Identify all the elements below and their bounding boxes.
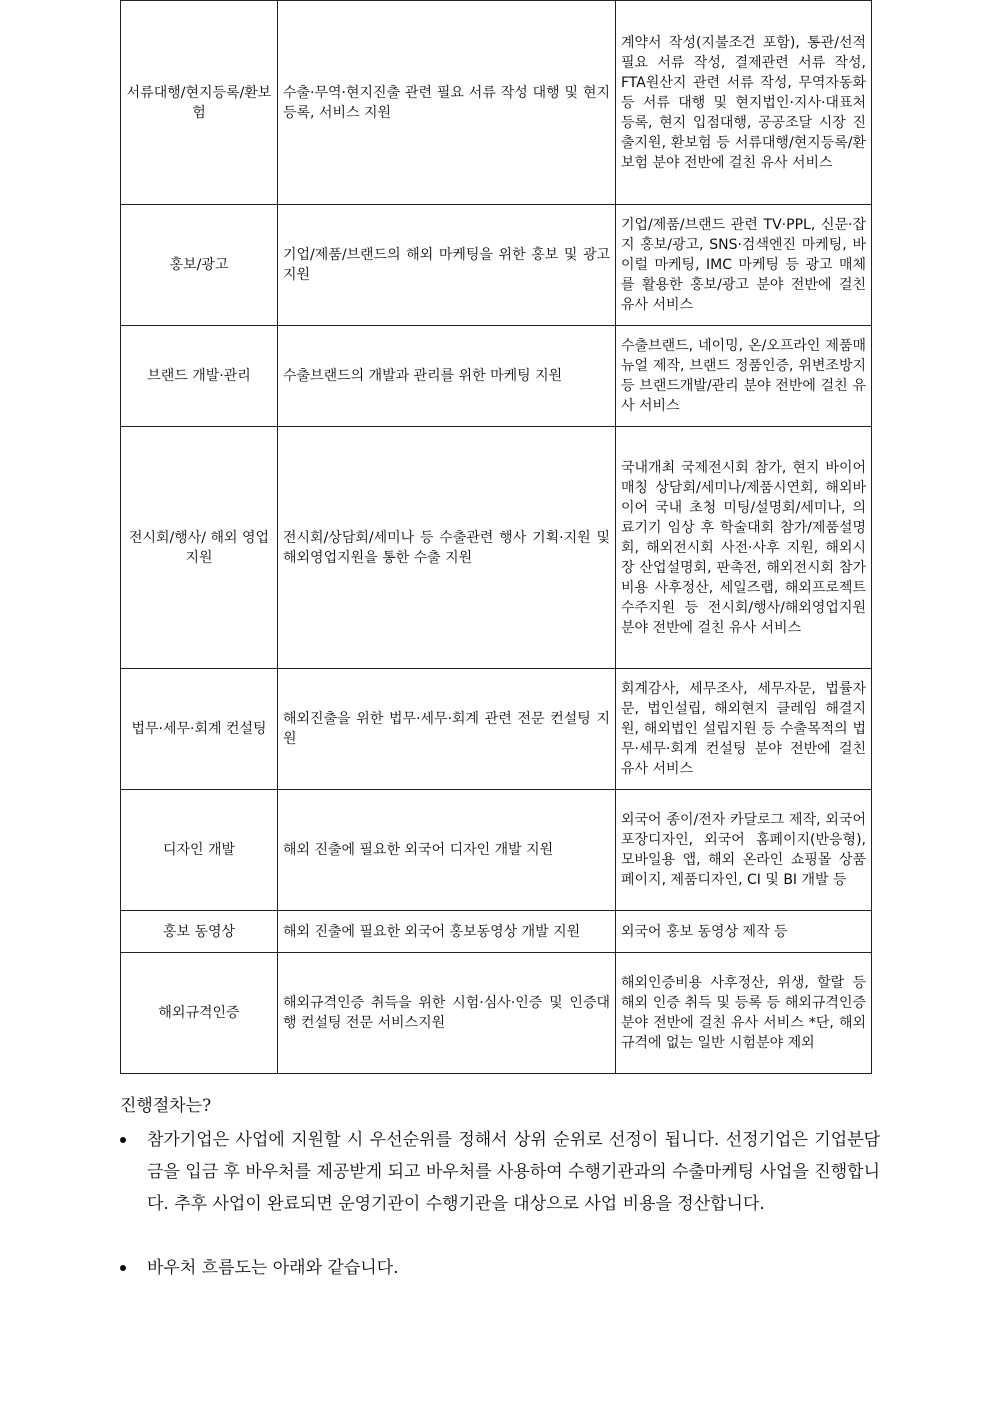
table-row	[121, 953, 872, 1074]
goal-cell: 기업/제품/브랜드의 해외 마케팅을 위한 홍보 및 광고 지원	[278, 205, 616, 326]
table-row	[121, 326, 872, 427]
detail-cell: 기업/제품/브랜드 관련 TV·PPL, 신문·잡지 홍보/광고, SNS·검색엔진 마케팅, 바이럴 마케팅, IMC 마케팅 등 광고 매체를 활용한 홍보/광고 분야 전반에 걸친 유사 서비스	[616, 205, 872, 326]
goal-cell: 해외 진출에 필요한 외국어 디자인 개발 지원	[278, 790, 616, 911]
list-item	[120, 1124, 880, 1220]
bullet-list	[120, 1124, 880, 1284]
table-row	[121, 205, 872, 326]
table-row	[121, 669, 872, 790]
table-row	[121, 427, 872, 669]
bullet-dot-icon	[120, 1265, 126, 1271]
bullet-text: 바우처 흐름도는 아래와 같습니다.	[147, 1258, 399, 1278]
goal-cell: 해외규격인증 취득을 위한 시험·심사·인증 및 인증대행 컨설팅 전문 서비스지원	[278, 953, 616, 1074]
detail-cell: 국내개최 국제전시회 참가, 현지 바이어 매칭 상담회/세미나/제품시연회, 해외바이어 국내 초청 미팅/설명회/세미나, 의료기기 임상 후 학술대회 참가/제품설명회, 해외전시회 사전·사후 지원, 해외시장 산업설명회, 판촉전, 해외전시회 참가비용 사후정산, 세일즈랩, 해외프로젝트 수주지원 등 전시회/행사/해외영업지원 분야 전반에 걸친 유사 서비스	[616, 427, 872, 669]
goal-cell: 수출·무역·현지진출 관련 필요 서류 작성 대행 및 현지 등록, 서비스 지원	[278, 1, 616, 205]
goal-cell: 해외진출을 위한 법무·세무·회계 관련 전문 컨설팅 지원	[278, 669, 616, 790]
list-item	[120, 1252, 880, 1284]
category-cell: 홍보/광고	[121, 205, 278, 326]
category-cell: 디자인 개발	[121, 790, 278, 911]
detail-cell: 외국어 홍보 동영상 제작 등	[616, 911, 872, 953]
category-cell: 서류대행/현지등록/환보험	[121, 1, 278, 205]
section-title: 진행절차는?	[120, 1096, 212, 1116]
detail-cell: 계약서 작성(지불조건 포함), 통관/선적 필요 서류 작성, 결제관련 서류 작성, FTA원산지 관련 서류 작성, 무역자동화 등 서류 대행 및 현지법인·지사·대표처 등록, 현지 입점대행, 공공조달 시장 진출지원, 환보험 등 서류대행/현지등록/환보험 분야 전반에 걸친 유사 서비스	[616, 1, 872, 205]
detail-cell: 수출브랜드, 네이밍, 온/오프라인 제품매뉴얼 제작, 브랜드 정품인증, 위변조방지 등 브랜드개발/관리 분야 전반에 걸친 유사 서비스	[616, 326, 872, 427]
category-cell: 법무·세무·회계 컨설팅	[121, 669, 278, 790]
goal-cell: 수출브랜드의 개발과 관리를 위한 마케팅 지원	[278, 326, 616, 427]
category-cell: 해외규격인증	[121, 953, 278, 1074]
goal-cell: 해외 진출에 필요한 외국어 홍보동영상 개발 지원	[278, 911, 616, 953]
table-row	[121, 790, 872, 911]
detail-cell: 회계감사, 세무조사, 세무자문, 법률자문, 법인설립, 해외현지 클레임 해결지원, 해외법인 설립지원 등 수출목적의 법무·세무·회계 컨설팅 분야 전반에 걸친 유사 서비스	[616, 669, 872, 790]
table-row	[121, 1, 872, 205]
category-cell: 전시회/행사/ 해외 영업지원	[121, 427, 278, 669]
procedure-section	[120, 1094, 880, 1284]
detail-cell: 해외인증비용 사후정산, 위생, 할랄 등 해외 인증 취득 및 등록 등 해외규격인증 분야 전반에 걸친 유사 서비스 *단, 해외규격에 없는 일반 시험분야 제외	[616, 953, 872, 1074]
goal-cell: 전시회/상담회/세미나 등 수출관련 행사 기획·지원 및 해외영업지원을 통한 수출 지원	[278, 427, 616, 669]
category-cell: 브랜드 개발·관리	[121, 326, 278, 427]
table-row	[121, 911, 872, 953]
detail-cell: 외국어 종이/전자 카달로그 제작, 외국어 포장디자인, 외국어 홈페이지(반응형), 모바일용 앱, 해외 온라인 쇼핑몰 상품 페이지, 제품디자인, CI 및 BI 개발 등	[616, 790, 872, 911]
category-cell: 홍보 동영상	[121, 911, 278, 953]
service-table	[120, 0, 872, 1074]
bullet-text: 참가기업은 사업에 지원할 시 우선순위를 정해서 상위 순위로 선정이 됩니다. 선정기업은 기업분담금을 입금 후 바우처를 제공받게 되고 바우처를 사용하여 수행기관과의 수출마케팅 사업을 진행합니다. 추후 사업이 완료되면 운영기관이 수행기관을 대상으로 사업 비용을 정산합니다.	[147, 1130, 880, 1214]
bullet-dot-icon	[120, 1137, 126, 1143]
